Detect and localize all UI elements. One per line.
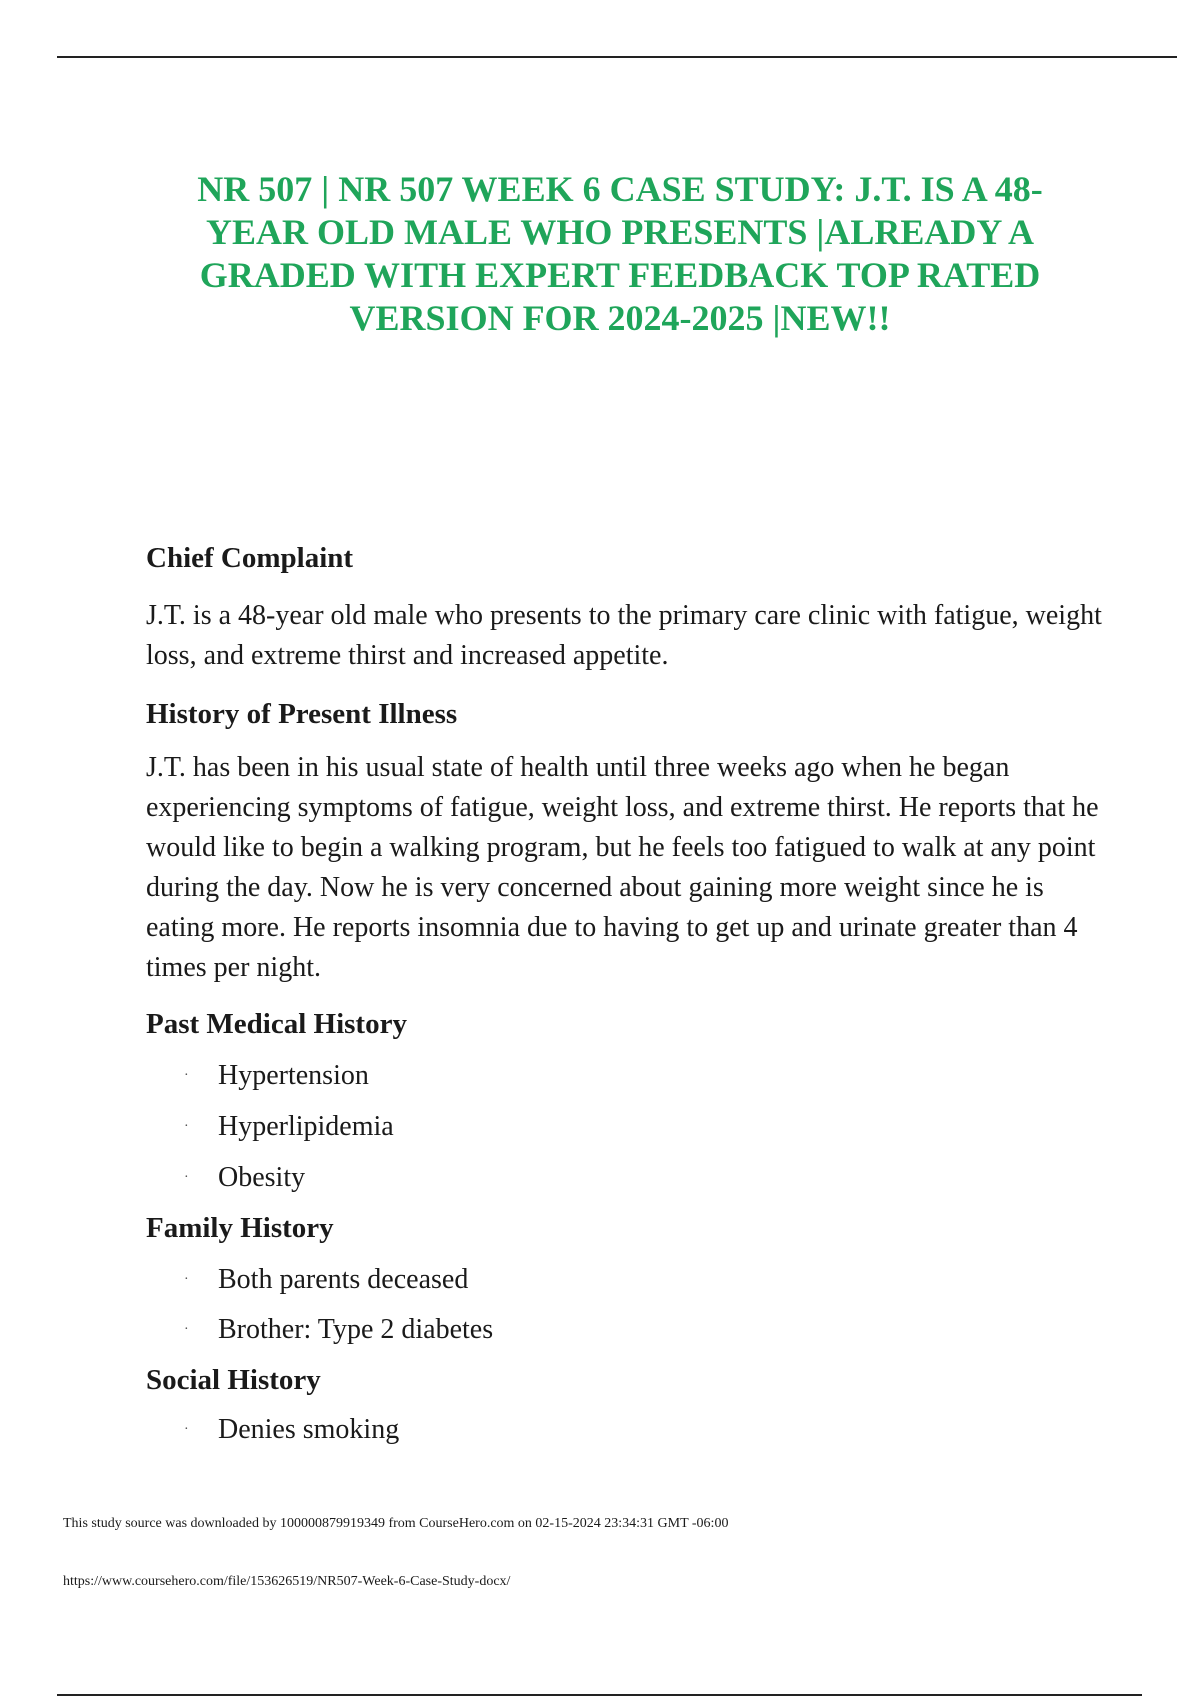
pmh-item: Hypertension bbox=[218, 1060, 369, 1091]
document-title: NR 507 | NR 507 WEEK 6 CASE STUDY: J.T. IS A 48-YEAR OLD MALE WHO PRESENTS |ALREADY A GRADED WITH EXPERT FEEDBACK TOP RATED VERSION FOR 2024-2025 |NEW!! bbox=[197, 169, 1043, 338]
list-item bbox=[146, 1262, 1106, 1298]
bullet-icon: · bbox=[184, 1422, 189, 1437]
list-item bbox=[146, 1109, 1106, 1145]
bottom-rule bbox=[57, 1694, 1142, 1696]
hpi-text: J.T. has been in his usual state of health until three weeks ago when he began experiencing symptoms of fatigue, weight loss, and extreme thirst. He reports that he would like to begin a walking program, but he feels too fatigued to walk at any point during the day. Now he is very concerned about gaining more weight since he is eating more. He reports insomnia due to having to get up and urinate greater than 4 times per night. bbox=[146, 752, 1099, 983]
chief-complaint-text: J.T. is a 48-year old male who presents to the primary care clinic with fatigue, weight loss, and extreme thirst and increased appetite. bbox=[146, 600, 1102, 671]
bullet-icon: · bbox=[184, 1119, 189, 1134]
list-item bbox=[146, 1058, 1106, 1094]
hpi-heading: History of Present Illness bbox=[146, 698, 458, 730]
list-item bbox=[146, 1312, 1106, 1348]
pmh-item: Hyperlipidemia bbox=[218, 1111, 394, 1142]
chief-complaint-heading: Chief Complaint bbox=[146, 542, 354, 574]
pmh-list bbox=[146, 1058, 1106, 1196]
family-history-heading: Family History bbox=[146, 1212, 334, 1244]
bullet-icon: · bbox=[184, 1170, 189, 1185]
family-history-item: Both parents deceased bbox=[218, 1264, 469, 1295]
bullet-icon: · bbox=[184, 1272, 189, 1287]
bullet-icon: · bbox=[184, 1068, 189, 1083]
family-history-item: Brother: Type 2 diabetes bbox=[218, 1314, 494, 1345]
list-item bbox=[146, 1160, 1106, 1196]
pmh-item: Obesity bbox=[218, 1162, 306, 1193]
source-url: https://www.coursehero.com/file/153626519/NR507-Week-6-Case-Study-docx/ bbox=[63, 1574, 511, 1589]
social-history-item: Denies smoking bbox=[218, 1414, 400, 1445]
bullet-icon: · bbox=[184, 1322, 189, 1337]
social-history-heading: Social History bbox=[146, 1364, 321, 1396]
family-history-list bbox=[146, 1262, 1106, 1348]
top-rule bbox=[57, 56, 1177, 58]
download-source-note: This study source was downloaded by 100000879919349 from CourseHero.com on 02-15-2024 23:34:31 GMT -06:00 bbox=[63, 1516, 729, 1531]
pmh-heading: Past Medical History bbox=[146, 1008, 407, 1040]
document-body bbox=[146, 540, 1106, 1448]
social-history-list bbox=[146, 1412, 1106, 1448]
list-item bbox=[146, 1412, 1106, 1448]
